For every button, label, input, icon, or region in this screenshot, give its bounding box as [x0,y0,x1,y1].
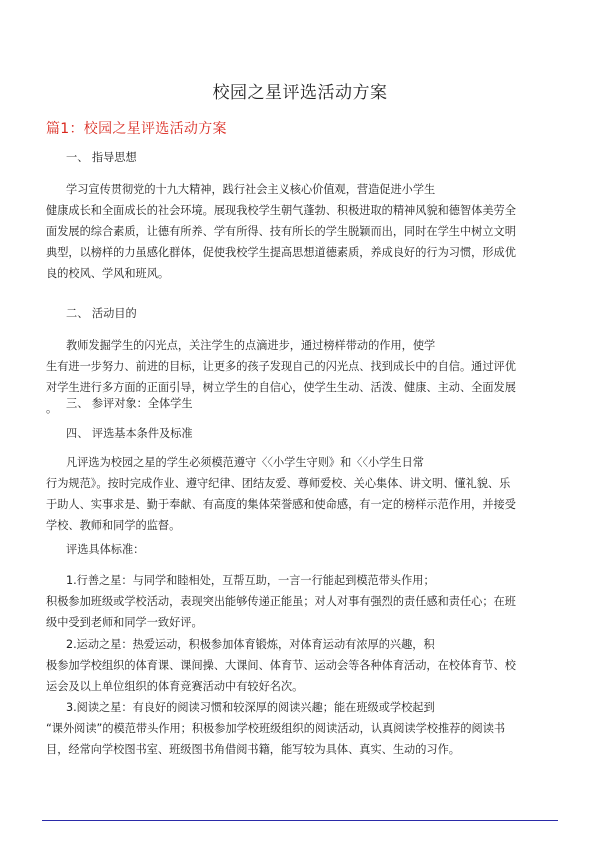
paragraph-line: “课外阅读”的模范带头作用；积极参加学校班级组织的阅读活动，认真阅读学校推荐的阅读书 [46,722,506,735]
paragraph-line: 学习宣传贯彻党的十九大精神，践行社会主义核心价值观，营造促进小学生 [66,183,436,196]
paragraph-line: 2.运动之星：热爱运动，积极参加体育锻炼，对体育运动有浓厚的兴趣，积 [66,638,435,651]
criteria-3 [46,697,554,760]
paragraph-line: 健康成长和全面成长的社会环境。展现我校学生朝气蓬勃、积极进取的精神风貌和德智体美劳全 [46,204,516,217]
section-1 [46,147,554,168]
paragraph-line: 凡评选为校园之星的学生必须模范遵守〈〈小学生守则》和〈〈小学生日常 [66,456,424,469]
document-title: 校园之星评选活动方案 [212,83,388,103]
section-4-body [46,452,554,536]
section-1-body [46,179,554,284]
paragraph-line: 对学生进行多方面的正面引导，树立学生的自信心，使学生生动、活泼、健康、主动、全面发展 [46,381,516,394]
paragraph-line: 3.阅读之星：有良好的阅读习惯和较深厚的阅读兴趣；能在班级或学校起到 [66,701,435,714]
section-4 [46,423,554,444]
criteria-2 [46,634,554,697]
footer-rule [42,820,558,821]
section-heading: 一、 指导思想 [66,151,137,164]
criteria-heading: 评选具体标准： [66,543,145,556]
paragraph-line: 级中受到老师和同学一致好评。 [46,616,203,629]
paragraph-line: 极参加学校组织的体育课、课间操、大课间、体育节、运动会等各种体育活动，在校体育节、校 [46,659,516,672]
section-heading: 三、 参评对象：全体学生 [66,397,193,410]
paragraph-line: 目，经常向学校图书室、班级图书角借阅书籍，能写较为具体、真实、生动的习作。 [46,743,460,756]
paragraph-line: 良的校风、学风和班风。 [46,267,170,280]
paragraph-line: 运会及以上单位组织的体育竞赛活动中有较好名次。 [46,680,304,693]
section-3 [46,393,554,414]
paragraph-line: 积极参加班级或学校活动，表现突出能够传递正能虽；对人对事有强烈的责任感和责任心；在班 [46,595,516,608]
criteria-1 [46,570,554,633]
paragraph-line: 典型，以榜样的力虽感化群体，促使我校学生提高思想道德素质，养成良好的行为习惯，形成优 [46,246,516,259]
paragraph-line: 于助人、实事求是、勤于奉献、有高度的集体荣誉感和使命感，有一定的榜样示范作用，并接受 [46,498,516,511]
section-2 [46,303,554,324]
article-subtitle: 篇1：校园之星评选活动方案 [46,121,227,137]
criteria-heading-block [46,539,554,560]
paragraph-line: 行为规范》。按时完成作业、遵守纪律、团结友爱、尊师爱校、关心集体、讲文明、懂礼貌、乐 [46,477,511,490]
section-heading: 二、 活动目的 [66,307,137,320]
paragraph-line: 面发展的综合素质，让德有所养、学有所得、技有所长的学生脱颖而出，同时在学生中树立文明 [46,225,516,238]
paragraph-line: 1.行善之星：与同学和睦相处，互帮互助，一言一行能起到模范带头作用； [66,574,435,587]
paragraph-line: 教师发掘学生的闪光点，关注学生的点滴进步，通过榜样带动的作用，使学 [66,339,436,352]
paragraph-line: 。 [46,402,58,415]
paragraph-line: 生有进一步努力、前进的目标，让更多的孩子发现自己的闪光点、找到成长中的自信。通过评优 [46,360,516,373]
section-heading: 四、 评选基本条件及标准 [66,427,193,440]
paragraph-line: 学校、教师和同学的监督。 [46,519,181,532]
